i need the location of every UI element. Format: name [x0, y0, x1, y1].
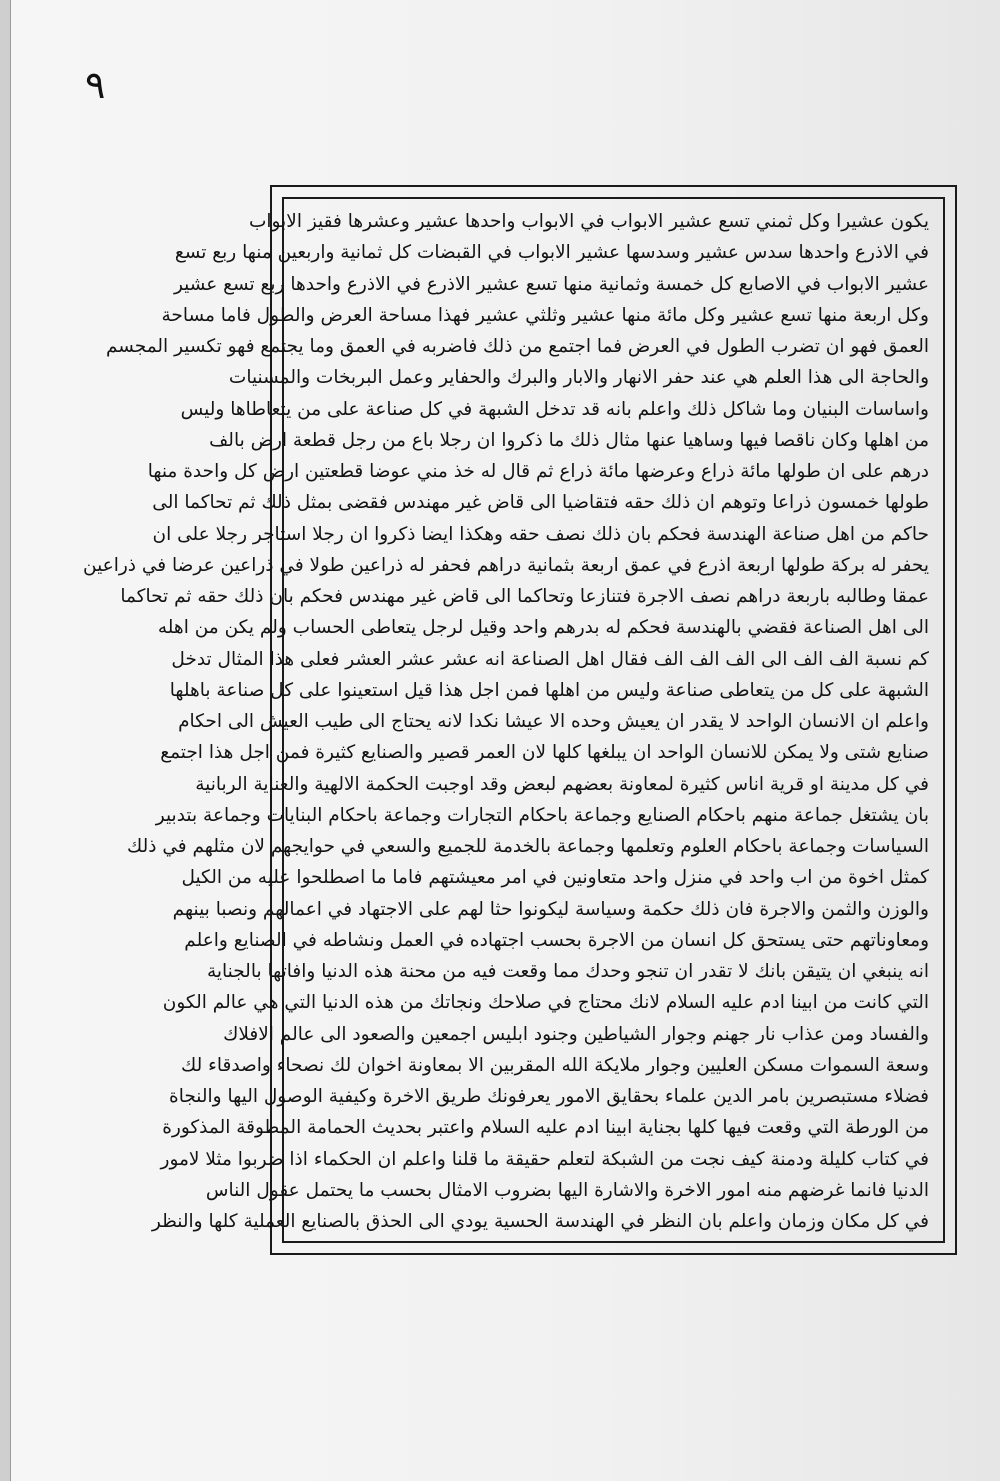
text-line: والفساد ومن عذاب نار جهنم وجوار الشياطين وجنود ابليس اجمعين والصعود الى عالم الافلاك [223, 1023, 929, 1045]
text-line: العمق فهو ان تضرب الطول في العرض فما اجتمع من ذلك فاضربه في العمق وما يجتمع فهو تكسير المجسم [105, 336, 929, 357]
text-line: بان يشتغل جماعة منهم باحكام الصنايع وجماعة باحكام التجارات وجماعة باحكام البنايات وجماعة بتدبير [155, 804, 929, 826]
text-line: التي كانت من ابينا ادم عليه السلام لانك محتاج في صلاحك ونجاتك من هذه الدنيا التي هي عالم الكون [162, 992, 929, 1014]
text-line: وكل اربعة منها تسع عشير وكل مائة منها عشير وثلثي عشير فهذا مساحة العرض والطول فاما مساحة [161, 304, 929, 326]
text-line: كمثل اخوة من اب واحد في منزل واحد متعاونين في امر معيشتهم فاما ما اصطلحوا عليه من الكيل [181, 867, 929, 889]
text-line: فضلاء مستبصرين بامر الدين علماء بحقايق الامور يعرفونك طريق الاخرة وكيفية الوصول اليها والنجاة [169, 1086, 929, 1107]
text-line: ومعاوناتهم حتى يستحق كل انسان من الاجرة بحسب اجتهاده في العمل ونشاطه في الصنايع واعلم [184, 929, 929, 951]
text-line: يحفر له بركة طولها اربعة اذرع في عمق اربعة بثمانية دراهم فحفر له ذراعين طولا في ذراعين عرضا في ذراعين [82, 554, 929, 576]
text-line: يكون عشيرا وكل ثمني تسع عشير الابواب في الابواب واحدها عشير وعشرها فقيز الابواب [249, 211, 929, 232]
text-line: في الاذرع واحدها سدس عشير وسدسها عشير الابواب في القبضات كل ثمانية واربعين منها ربع تسع [174, 242, 929, 264]
text-line: من الورطة التي وقعت فيها كلها بجناية ابينا ادم عليه السلام واعتبر بحديث الحمامة المطوقة المذكورة [162, 1117, 929, 1139]
text-line: طولها خمسون ذراعا وتوهم ان ذلك حقه فتقاضيا الى قاض غير مهندس فقضى بمثل ذلك ثم تحاكما الى [152, 492, 929, 514]
text-line: من اهلها وكان ناقصا فيها وساهيا عنها مثال ذلك ما ذكروا ان رجلا باع من رجل قطعة ارض بالف [209, 429, 929, 451]
text-line: واعلم ان الانسان الواحد لا يقدر ان يعيش وحده الا عيشا نكدا لانه يحتاج الى طيب العيش الى احكام [178, 711, 929, 732]
text-line: واساسات البنيان وما شاكل ذلك واعلم بانه قد تدخل الشبهة في كل صناعة على من يتعاطاها وليس [180, 398, 929, 420]
text-line: الشبهة على كل من يتعاطى صناعة وليس من اهلها فمن اجل هذا قيل استعينوا على كل صناعة باهلها [169, 679, 929, 701]
manuscript-text-block [82, 209, 929, 1235]
text-line: انه ينبغي ان يتيقن بانك لا تقدر ان تنجو وحدك مما وقعت فيه من محنة هذه الدنيا وافاتها بالجناية [206, 961, 929, 982]
text-line: كم نسبة الف الف الى الف الف الف فقال اهل الصناعة انه عشر عشر العشر فعلى هذا المثال تدخل [171, 648, 929, 670]
text-frame-inner [82, 197, 945, 1243]
text-line: عمقا وطالبه باربعة دراهم نصف الاجرة فتنازعا وتحاكما الى قاض غير مهندس فحكم بان ذلك حقه ثم تحاكما [120, 586, 929, 607]
text-line: في كتاب كليلة ودمنة كيف نجت من الشبكة لتعلم حقيقة ما قلنا واعلم ان الحكماء اذا ضربوا مثلا لامور [160, 1148, 929, 1170]
folio-number: ٩ [85, 63, 106, 107]
text-line: عشير الابواب في الاصابع كل خمسة وثمانية منها تسع عشير الاذرع في الاذرع واحدها ربع تسع عشير [173, 273, 929, 295]
text-line: الدنيا فانما غرضهم منه امور الاخرة والاشارة اليها بضروب الامثال بحسب ما يحتمل عقول الناس [205, 1179, 929, 1201]
text-line: وسعة السموات مسكن العليين وجوار ملايكة الله المقربين الا بمعاونة اخوان لك نصحاء واصدقاء لك [181, 1054, 929, 1076]
text-line: الى اهل الصناعة فقضي بالهندسة فحكم له بدرهم واحد وقيل لرجل يتعاطى الحساب ولم يكن من اهله [157, 617, 929, 639]
text-line: السياسات وجماعة باحكام العلوم وتعلمها وجماعة بالخدمة للجميع والسعي في حوايجهم لان مثلهم في ذلك [127, 836, 929, 857]
text-line: في كل مدينة او قرية اناس كثيرة لمعاونة بعضهم لبعض وقد اوجبت الحكمة الالهية والعناية الربانية [195, 773, 929, 795]
text-line: في كل مكان وزمان واعلم بان النظر في الهندسة الحسية يودي الى الحذق بالصنايع العملية كلها والنظر [151, 1211, 929, 1232]
text-line: درهم على ان طولها مائة ذراع وعرضها مائة ذراع ثم قال له خذ مني عوضا قطعتين ارض كل واحدة منها [147, 461, 929, 482]
page-gutter [0, 0, 11, 1481]
text-frame-outer [82, 185, 957, 1255]
text-line: صنايع شتى ولا يمكن للانسان الواحد ان يبلغها كلها لان العمر قصير والصنايع كثيرة فمن اجل هذا اجتمع [160, 742, 929, 764]
text-line: والوزن والثمن والاجرة فان ذلك حكمة وسياسة ليكونوا حثا لهم على الاجتهاد في اعمالهم ونصبا بينهم [172, 898, 929, 920]
text-line: حاكم من اهل صناعة الهندسة فحكم بان ذلك نصف حقه وهكذا ايضا ذكروا ان رجلا استاجر رجلا على ان [152, 523, 929, 545]
text-line: والحاجة الى هذا العلم هي عند حفر الانهار والابار والبرك والحفاير وعمل البربخات والمسنيات [228, 367, 929, 389]
